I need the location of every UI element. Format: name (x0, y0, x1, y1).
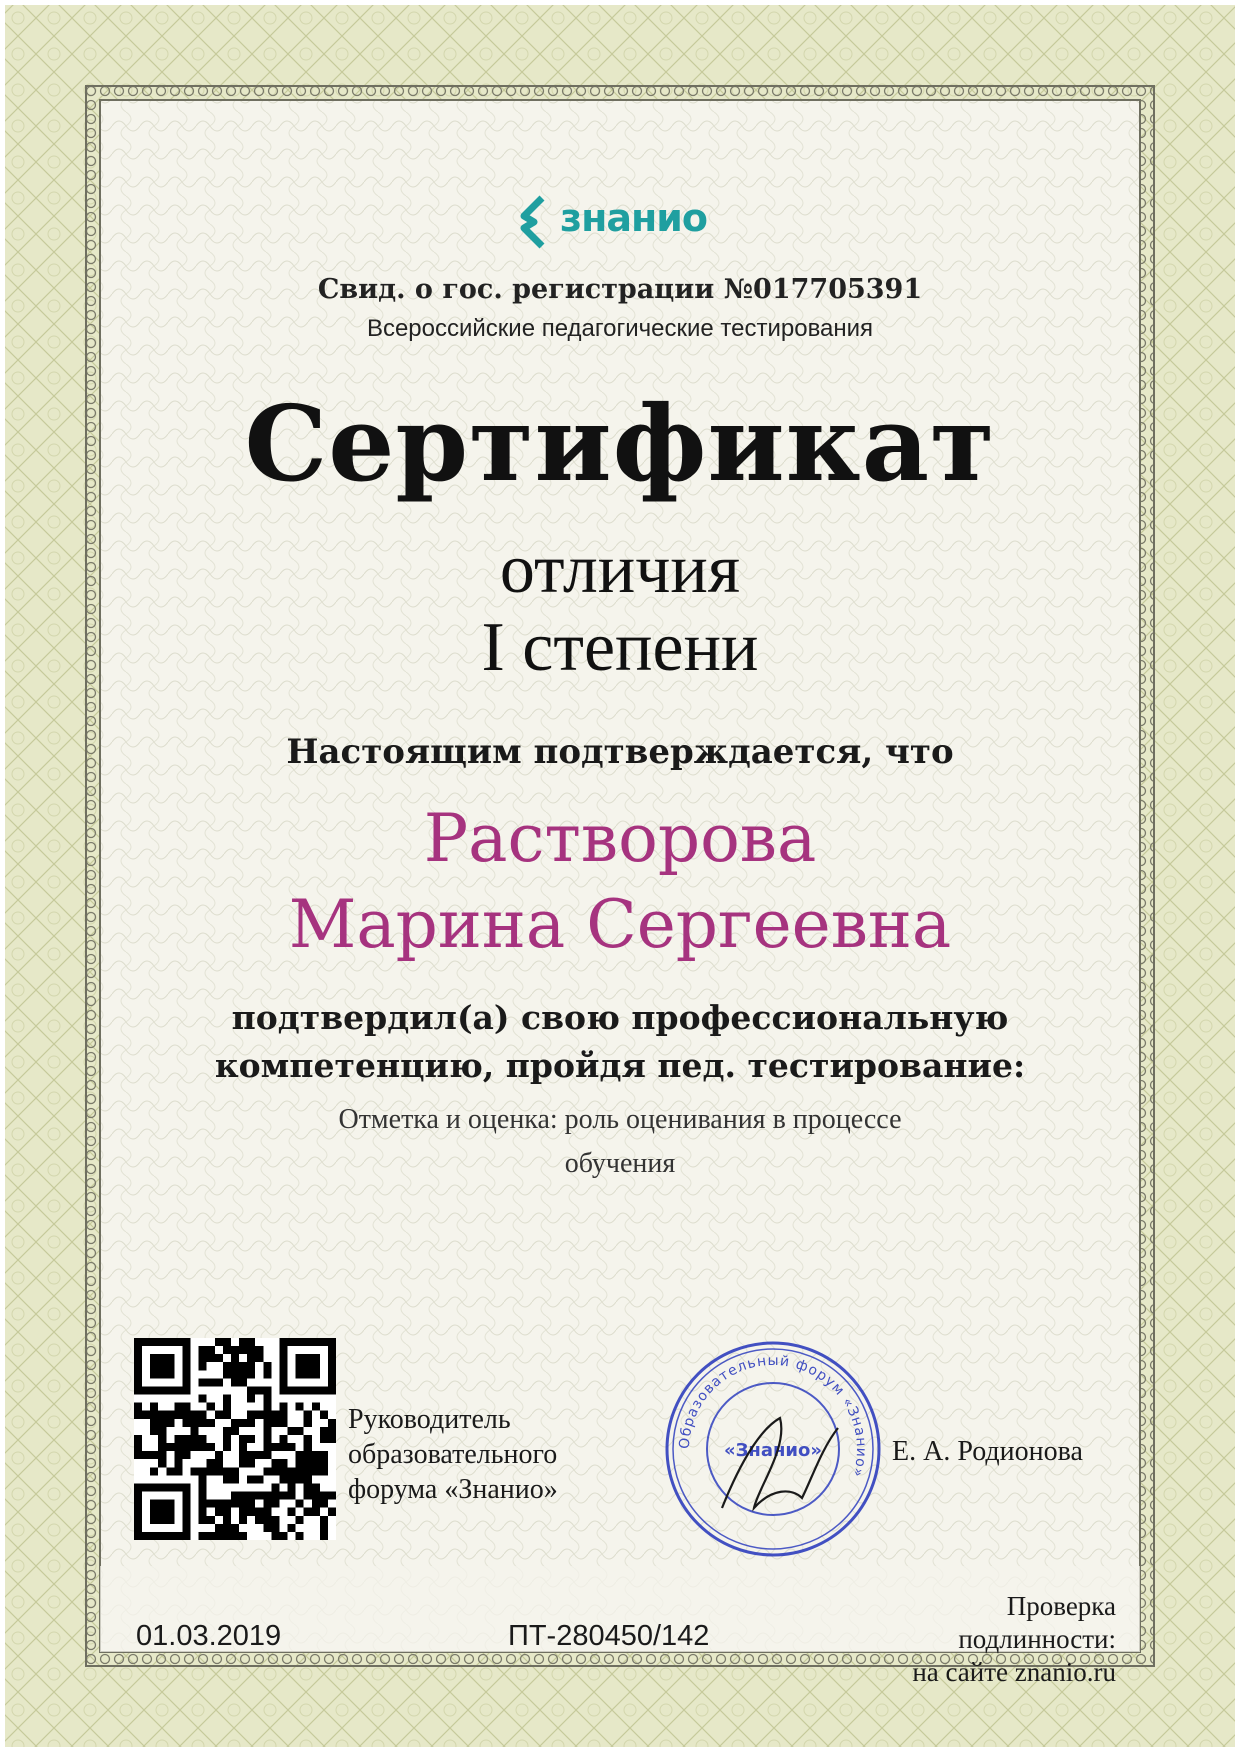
verification-site[interactable]: на сайте znanio.ru (912, 1657, 1116, 1687)
signer-name: Е. А. Родионова (892, 1436, 1083, 1467)
certificate-subtitle-line2: I степени (481, 609, 759, 686)
organization-name: Всероссийские педагогические тестирования (366, 315, 874, 342)
stamp-center-text: «Знанио» (723, 1440, 823, 1461)
znanio-logo-icon (520, 194, 560, 250)
confirm-text: Настоящим подтверждается, что (286, 732, 954, 772)
certificate-title: Сертификат (244, 382, 996, 505)
logo-text: знанио (560, 196, 707, 240)
verification-line1: Проверка (1006, 1591, 1116, 1621)
recipient-surname: Растворова (423, 800, 817, 877)
test-name-line1: Отметка и оценка: роль оценивания в процессе (338, 1104, 902, 1135)
stamp-outer-text: Образовательный форум «Знанио» (676, 1352, 870, 1480)
verification-note (820, 1590, 1116, 1689)
signer-role-line3: форума «Знанио» (348, 1474, 558, 1505)
signer-role (348, 1402, 558, 1507)
verification-line2: подлинности: (958, 1624, 1116, 1654)
test-name (250, 1098, 990, 1186)
qr-code-icon (134, 1338, 336, 1540)
signer-role-line1: Руководитель (348, 1404, 511, 1435)
confirmation-line1: подтвердил(а) свою профессиональную (231, 998, 1009, 1037)
registration-number: Свид. о гос. регистрации №017705391 (317, 274, 923, 305)
signer-role-line2: образовательного (348, 1439, 558, 1470)
certificate-number: ПТ-280450/142 (508, 1620, 710, 1652)
issue-date: 01.03.2019 (136, 1620, 282, 1652)
znanio-logo (520, 192, 720, 254)
official-stamp (662, 1338, 884, 1560)
certificate-subtitle-line1: отличия (499, 531, 741, 608)
test-name-line2: обучения (564, 1148, 676, 1179)
recipient-given-names: Марина Сергеевна (288, 886, 952, 963)
confirmation-line2: компетенцию, пройдя пед. тестирование: (214, 1046, 1026, 1085)
